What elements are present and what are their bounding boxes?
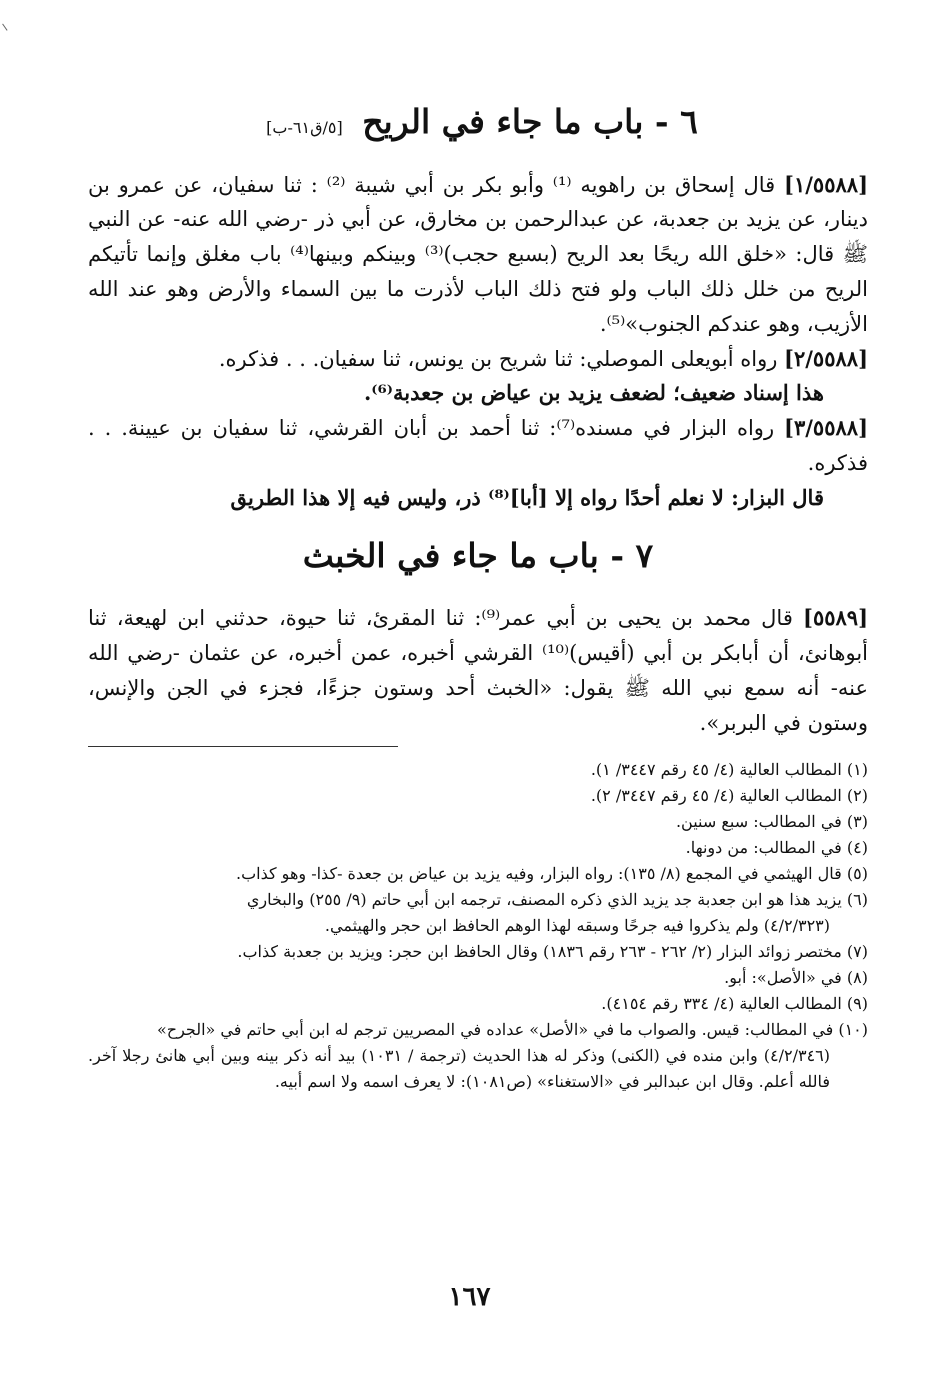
- chapter-6-heading: [88, 102, 868, 142]
- footnote: (٧) مختصر زوائد البزار (٢/ ٢٦٢ - ٢٦٣ رقم ١٨٣٦) وقال الحافظ ابن حجر: ويزيد بن جعدبة كذاب.: [237, 942, 868, 962]
- chapter-7-title: ٧ - باب ما جاء في الخبث: [302, 535, 654, 575]
- footnote: (٥) قال الهيثمي في المجمع (٨/ ١٣٥): رواه البزار، وفيه يزيد بن عياض بن جعدة -كذا- وهو كذاب.: [235, 864, 868, 884]
- footnote: (٣) في المطالب: سبع سنين.: [675, 812, 868, 832]
- footnote: (٩) المطالب العالية (٤/ ٣٣٤ رقم ٤١٥٤).: [601, 994, 868, 1014]
- footnote-continuation: (٤/٢/٣٤٦) وابن منده في (الكنى) وذكر له هذا الحديث (ترجمة / ١٠٣١) بيد أنه ذكر بينه وبين أبي هانئ رجلا آخر. فالله أعلم. وقال ابن عبدالبر في «الاستغناء» (ص١٠٨١): لا يعرف اسمه ولا اسم أبيه.: [88, 1046, 830, 1092]
- entry-id: [٥٥٨٩]: [803, 605, 868, 631]
- chapter-7-heading: [88, 536, 868, 576]
- entry-id: [٢/٥٥٨٨]: [784, 345, 868, 371]
- manuscript-ref: [٥/ق٦١-ب]: [266, 118, 343, 137]
- page-number: ١٦٧: [448, 1282, 491, 1312]
- entry-text: قال إسحاق بن راهويه ⁽¹⁾ وأبو بكر بن أبي شيبة ⁽²⁾ : ثنا سفيان، عن عمرو بن دينار، عن يزيد بن جعدبة، عن عبدالرحمن بن مخارق، عن أبي ذر -رضي الله عنه- عن النبي ﷺ قال: «خلق الله ريحًا بعد الريح (بسبع حجب)⁽³⁾ وبينكم وبينها⁽⁴⁾ باب مغلق وإنما تأتيكم الريح من خلل ذلك الباب ولو فتح ذلك الباب لأذرت ما بين السماء والأرض وهو عند الله الأزيب، وهو عندكم الجنوب»⁽⁵⁾.: [88, 172, 869, 336]
- footnote: (١) المطالب العالية (٤/ ٤٥ رقم ٣٤٤٧/ ١).: [590, 760, 868, 780]
- entry-text: رواه أبويعلى الموصلي: ثنا شريح بن يونس، ثنا سفيان. . . فذكره.: [218, 346, 778, 371]
- entry-id: [١/٥٥٨٨]: [784, 171, 868, 197]
- page-body: [88, 90, 868, 1095]
- scan-mark: [2, 21, 11, 30]
- footnote-continuation: (٤/٢/٣٢٣) ولم يذكروا فيه جرحًا وسبقه لهذا الوهم الحافظ ابن حجر والهيثمي.: [324, 916, 830, 936]
- chapter-6-title: ٦ - باب ما جاء في الريح: [362, 102, 698, 141]
- bazzar-comment: [88, 481, 868, 516]
- entry-text: قال البزار: لا نعلم أحدًا رواه إلا [أبا]⁽⁸⁾ ذر، وليس فيه إلا هذا الطريق: [230, 484, 824, 510]
- footnote: (١٠) في المطالب: قيس. والصواب ما في «الأصل» عداده في المصريين ترجم له ابن أبي حاتم في «الجرح»: [156, 1020, 868, 1040]
- footnote: (٢) المطالب العالية (٤/ ٤٥ رقم ٣٤٤٧/ ٢).: [590, 786, 868, 806]
- hadith-entry: [88, 601, 868, 740]
- entry-id: [٣/٥٥٨٨]: [784, 415, 868, 441]
- footnote: (٦) يزيد هذا هو ابن جعدبة جد يزيد الذي ذكره المصنف، ترجمه ابن أبي حاتم (٩/ ٢٥٥) والبخاري: [246, 890, 868, 910]
- hadith-entry: [88, 342, 868, 377]
- footnote: (٨) في «الأصل»: أبو.: [724, 968, 868, 988]
- footnotes: [88, 757, 868, 1095]
- grading-note: [88, 376, 868, 411]
- hadith-entry: [88, 411, 868, 481]
- hadith-entry: [88, 168, 868, 342]
- entry-text: هذا إسناد ضعيف؛ لضعف يزيد بن عياض بن جعدبة⁽⁶⁾.: [363, 380, 824, 406]
- footnote: (٤) في المطالب: من دونها.: [685, 838, 868, 858]
- entry-text: قال محمد بن يحيى بن أبي عمر⁽⁹⁾: ثنا المقرئ، ثنا حيوة، حدثني ابن لهيعة، ثنا أبوهانئ، أن أبابكر بن أبي (أقيس)⁽¹⁰⁾ القرشي أخبره، عمن أخبره، عن عثمان -رضي الله عنه- أنه سمع نبي الله ﷺ يقول: «الخبث أحد وستون جزءًا، فجزء في الجن والإنس، وستون في البربر».: [88, 606, 868, 735]
- footnote-divider: [88, 746, 398, 747]
- entry-text: رواه البزار في مسنده⁽⁷⁾: ثنا أحمد بن أبان القرشي، ثنا سفيان بن عيينة. . . فذكره.: [88, 416, 868, 475]
